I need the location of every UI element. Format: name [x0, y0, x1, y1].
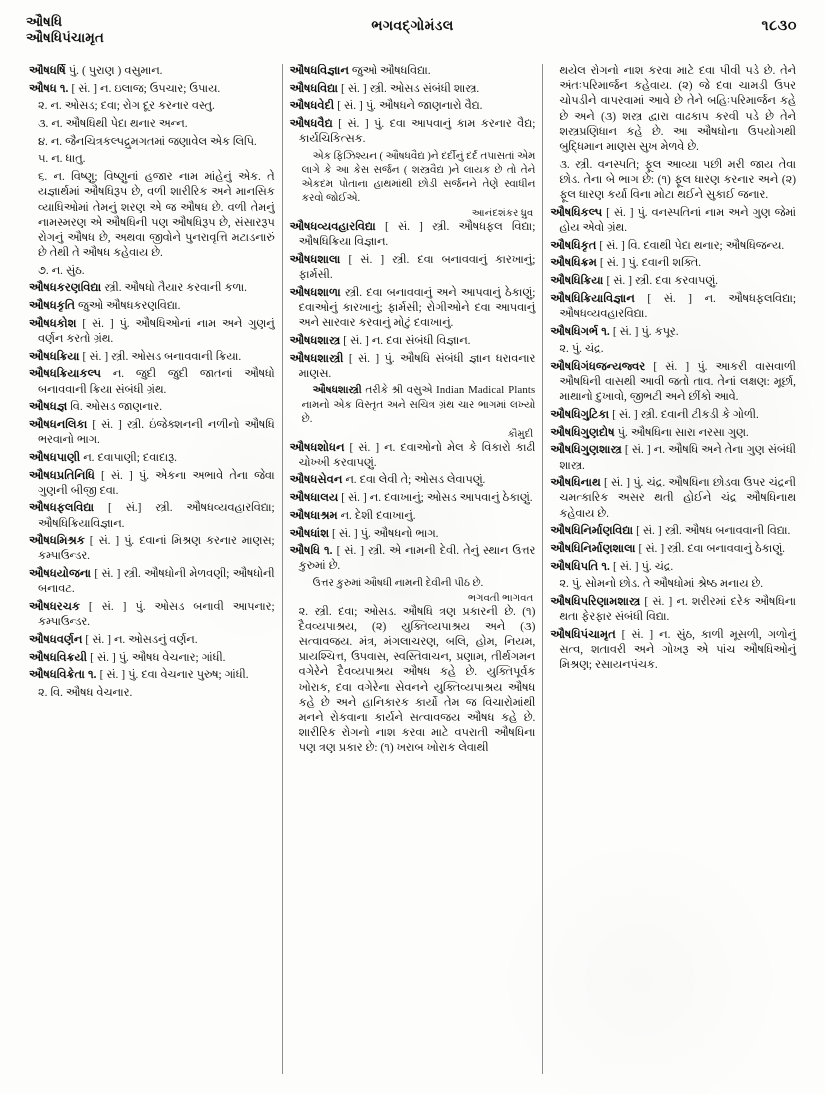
entry-definition: ૭. ન. સુંઠ.: [38, 264, 85, 277]
entry-headword: ઔષધમિશ્રક: [29, 535, 85, 548]
entry-definition: [ સં. ] પું. દવા આપવાનું કામ કરનાર વૈદ્ય; કાર્યચિકિત્સક.: [298, 118, 536, 146]
dictionary-entry: [29, 451, 275, 466]
dictionary-entry: [290, 253, 536, 283]
dictionary-entry: [290, 491, 536, 506]
entry-quotation: [290, 384, 536, 427]
entry-headword: ઔષધિ ૧.: [289, 545, 333, 558]
entry-headword: ઔષધિપંચામૃત: [550, 628, 616, 641]
entry-sense: [29, 152, 275, 167]
dictionary-entry: [550, 524, 796, 539]
entry-headword: ઔષધિગુણદોષ: [550, 426, 615, 439]
entry-definition: [ સં. ] પું. એકના અભાવે તેના જેવા ગુણની બીજી દવા.: [38, 469, 275, 497]
entry-definition: સ્ત્રી. દવા બનાવવાનું અને આપવાનું ઠેકાણું; દવાઓનું કારખાનું; ફાર્મસી; રોગીઓને દવા આપવાનું અને સારવાર કરવાનું મોટું દવાખાનું.: [298, 286, 536, 330]
entry-headword: ઔષધપાણી: [29, 451, 81, 464]
entry-definition: [ સં. ] સ્ત્રી. દવા બનાવવાનું ઠેકાણું.: [638, 542, 786, 555]
entry-definition: ૩. ન. ઔષધિથી પેદા થનાર અન્ન.: [38, 118, 188, 131]
dictionary-entry: [29, 281, 275, 296]
entry-sense: [550, 577, 796, 592]
dictionary-entry: [29, 82, 275, 97]
entry-sense: [550, 158, 796, 204]
entry-sense: [550, 64, 796, 155]
entry-definition: તરીકે શ્રી વસુએ Indian Madical Plants નામનો એક વિસ્તૃત અને સચિત્ર ગ્રંથ ચાર ભાગમાં લખ્યો છે.: [301, 385, 536, 425]
entry-definition: [ સં. ] પું. દવાની શક્તિ.: [599, 257, 702, 270]
dictionary-entry: [29, 567, 275, 597]
entry-headword: ઔષધફલવિદ્યા: [29, 502, 95, 515]
entry-headword: ઔષધરચક: [29, 601, 80, 613]
dictionary-entry: [550, 542, 796, 557]
entry-definition: [ સં. ] ન. દવાખાનું; ઓસડ આપવાનું ઠેકાણું.: [341, 492, 533, 505]
dictionary-entry: [550, 274, 796, 289]
dictionary-entry: [29, 367, 275, 397]
page-number: ૧૮૩૦: [761, 18, 797, 34]
entry-definition: ૫. ન. ધાતુ.: [38, 153, 86, 166]
entry-headword: ઔષધવ્યવહારવિદ્યા: [289, 221, 376, 233]
dictionary-entry: [550, 443, 796, 473]
entry-definition: સ્ત્રી. ઔષધો તૈયાર કરવાની કળા.: [104, 282, 247, 295]
dictionary-entry: [290, 82, 536, 97]
dictionary-entry: [550, 476, 796, 522]
dictionary-entry: [290, 509, 536, 524]
entry-headword: ઔષધિપતિ ૧.: [550, 560, 610, 573]
dictionary-entry: [29, 317, 275, 347]
entry-headword: ઔષધર્ષિ: [29, 65, 66, 77]
entry-definition: [ સં. ] ન. દવા સંબંધી વિજ્ઞાન.: [343, 334, 471, 347]
entry-headword: ઔષધવિક્રેતા ૧.: [29, 669, 97, 682]
entry-definition: ૨. પું. ચંદ્ર.: [559, 343, 604, 356]
entry-headword: ઔષધિપરિણામશાસ્ત્ર: [550, 596, 641, 608]
book-title: ભગવદ્ગોમંડલ: [371, 19, 454, 34]
entry-definition: ૨. વિ. ઔષધ વેચનાર.: [38, 686, 133, 699]
dictionary-entry: [290, 286, 536, 332]
dictionary-entry: [550, 628, 796, 674]
dictionary-entry: [29, 350, 275, 365]
entry-definition: [ સં. ] પું. વનસ્પતિનાં નામ અને ગુણ જેમાં હોય એવો ગ્રંથ.: [559, 206, 797, 234]
entry-headword: ઔષધયોજના: [29, 568, 92, 581]
entry-headword: ઔષધિક્રમ: [550, 257, 597, 270]
entry-definition: [ સં. ] ન. ઔષધિ અને તેના ગુણ સંબંધી શાસ્ત્ર.: [559, 444, 797, 472]
entry-definition: [ સં. ] પું. ઔષધ વેચનાર; ગાંધી.: [90, 651, 226, 664]
entry-sense: [29, 117, 275, 132]
column-container: [22, 64, 803, 1074]
dictionary-entry: [550, 292, 796, 322]
dictionary-entry: [550, 560, 796, 575]
source-citation: કૌમુદી: [507, 428, 534, 440]
entry-definition: [ સં. ] ન. દવાઓનો મેલ કે વિકારો કાઢી ચોખ્ખી કરવાપણું.: [298, 441, 536, 469]
entry-headword: ઔષધિગુટિકા: [550, 408, 610, 421]
entry-definition: થયેલ રોગનો નાશ કરવા માટે દવા પીવી પડે છે. તેને અંતઃપરિમાર્જન કહેવાય. (૨) જે દવા ચામડી ઉપર ચોપડીને વાપરવામાં આવે છે તેને બહિઃપરિમાર્જન કહે છે અને (૩) શસ્ત્ર દ્વારા વાઢકાપ કરવી પડે છે તેને શસ્ત્રપ્રણિધાન કહે છે. આ ઔષધોના ઉપયોગથી બુદ્ધિમાન માણસ સુખ મેળવે છે.: [559, 65, 797, 153]
entry-headword: ઔષધવર્ણન: [29, 633, 83, 646]
dictionary-entry: [290, 117, 536, 147]
entry-definition: ૪. ન. જૈનચિત્રકલ્પદ્રુમગતમાં જણાવેલ એક લિપિ.: [38, 135, 257, 148]
entry-headword: ઔષધિકલ્પ: [550, 206, 603, 219]
entry-sense: [29, 135, 275, 150]
dictionary-entry: [29, 633, 275, 648]
dictionary-entry: [29, 400, 275, 415]
entry-headword: ઔષધશાસ્ત્રી: [289, 352, 344, 365]
entry-definition: [ સં. ] પું. ઔષધિઓનાં નામ અને ગુણનું વર્ણન કરતો ગ્રંથ.: [38, 317, 275, 345]
entry-headword: ઔષધાશ્રમ: [289, 509, 338, 522]
entry-definition: [ સં. ] પું. ચંદ્ર.: [612, 560, 674, 573]
entry-definition: [ સં. ] પું. દવાનાં મિશ્રણ કરનાર માણસ; કમ્પાઉન્ડર.: [38, 535, 275, 563]
dictionary-entry: [290, 99, 536, 114]
dictionary-entry: [29, 418, 275, 448]
column-3: [542, 64, 803, 1074]
entry-sense: [29, 264, 275, 279]
entry-definition: [ સં. ] સ્ત્રી. ઓસડ સંબંધી શાસ્ત્ર.: [341, 82, 480, 95]
entry-headword: ઔષધક્રિયા: [29, 350, 80, 363]
entry-definition: ૩. સ્ત્રી. વનસ્પતિ; ફૂલ આવ્યા પછી મરી જાય તેવા છોડ. તેના બે ભાગ છે: (૧) ફૂલ ધારણ કરનાર અને (૨) ફૂલ ધારણ કર્યા વિના મોટા થઈને સુકાઈ જનાર.: [559, 158, 797, 201]
entry-headword: ઔષધવિક્રયી: [29, 651, 88, 664]
entry-headword: ઔષધશાસ્ત્રી: [312, 385, 362, 397]
entry-headword: ઔષધિગંધજન્યજ્વર: [550, 360, 646, 373]
column-2: [282, 64, 543, 1074]
entry-sense: [290, 605, 536, 757]
entry-definition: [ સં. ] પું. કપૂર.: [612, 325, 679, 338]
latin-title: Indian Madical Plants: [436, 385, 536, 397]
entry-headword: ઔષધશાળા: [289, 286, 341, 299]
dictionary-entry: [29, 534, 275, 564]
entry-quotation: [290, 577, 536, 591]
entry-headword: ઔષધજ્ઞ: [29, 401, 68, 414]
entry-sense: [29, 686, 275, 701]
dictionary-entry: [29, 299, 275, 314]
entry-definition: [ સં. ] સ્ત્રી. દવાની ટીકડી કે ગોળી.: [612, 408, 759, 421]
entry-definition: પું. ( પુરાણ ) વસુમાન.: [68, 65, 163, 77]
entry-headword: ઔષધિગુણશાસ્ત્ર: [550, 444, 622, 457]
dictionary-entry: [29, 64, 275, 79]
entry-headword: ઔષધ ૧.: [29, 82, 69, 95]
entry-headword: ઔષધવિજ્ઞાન: [289, 65, 349, 77]
dictionary-entry: [290, 220, 536, 250]
entry-definition: [ સં. ] પું. ચંદ્ર. ઔષધિના છોડવા ઉપર ચંદ્રની ચમત્કારિક અસર થતી હોઈને ચંદ્ર ઔષધિનાથ કહેવાય છે.: [559, 477, 797, 520]
entry-headword: ઔષધિનિર્માણશાલા: [550, 542, 636, 555]
dictionary-entry: [550, 256, 796, 271]
dictionary-entry: [29, 469, 275, 499]
entry-headword: ઔષધિગર્ભ ૧.: [550, 325, 610, 338]
entry-definition: પું. ઔષધિના સારા નરસા ગુણ.: [617, 426, 749, 439]
dictionary-entry: [29, 600, 275, 630]
dictionary-entry: [550, 325, 796, 340]
entry-definition: ન. દવા લેવી તે; ઓસડ લેવાપણું.: [345, 474, 486, 487]
entry-headword: ઔષધિનિર્માણવિદ્યા: [550, 525, 634, 538]
dictionary-entry: [290, 473, 536, 488]
entry-headword: ઔષધકૃતિ: [29, 300, 75, 313]
entry-headword: ઔષધવિદ્યા: [289, 82, 339, 95]
dictionary-entry: [550, 595, 796, 625]
dictionary-entry: [29, 668, 275, 683]
entry-headword: ઔષધાલય: [289, 492, 339, 505]
entry-definition: [ સં. ] સ્ત્રી. ઇંજેક્શનની નળીનો ઔષધિ ભરવાનો ભાગ.: [38, 418, 275, 447]
dictionary-entry: [290, 527, 536, 542]
dictionary-entry: [550, 408, 796, 423]
entry-definition: [ સં. ] સ્ત્રી. દવા બનાવવાનું કારખાનું; ફાર્મસી.: [298, 253, 536, 282]
entry-definition: [ સં.] સ્ત્રી. ઔષધવ્યવહારવિદ્યા; ઔષધિક્રિયાવિજ્ઞાન.: [38, 502, 275, 530]
entry-definition: ઉત્તર કુરુમાં ઔષધી નામની દેવીની પીઠ છે.: [312, 578, 484, 590]
source-citation: આનંદશંકર ધ્રુવ: [471, 208, 534, 219]
entry-definition: ન. દવાપાણી; દવાદારૂ.: [83, 451, 177, 464]
entry-headword: ઔષધિક્રિયા: [550, 274, 604, 287]
entry-definition: ૬. ન. વિષ્ણુ; વિષ્ણુનાં હજાર નામ માંહેનું એક. તે યજ્ઞાર્થમાં ઔષધિરૂપ છે, વળી શારીરિક અને માનસિક વ્યાધિઓમાં તેમનું શરણ એ જ ઔષધ છે. વળી તેમનું નામસ્મરણ એ ઔષધિની પણ ઔષધિરૂપ છે, સંસારરૂપ રોગનું ઔષધ છે, અથવા જીવોને પુનરાવૃત્તિ મટાડનારું છે તેથી તે ઔષધ કહેવાય છે.: [38, 171, 275, 260]
dictionary-entry: [290, 334, 536, 349]
entry-headword: ઔષધશાસ્ત્ર: [289, 334, 341, 347]
dictionary-entry: [290, 352, 536, 382]
entry-sense: [550, 342, 796, 357]
entry-headword: ઔષધિકૃત: [550, 239, 597, 252]
entry-definition: [ સં. ] પું. દવા વેચનાર પુરુષ; ગાંધી.: [99, 669, 249, 682]
entry-definition: [ સં. ] સ્ત્રી. ઔષધોની મેળવણી; ઔષધોની બનાવટ.: [38, 568, 275, 596]
entry-definition: [ સં. ] પું. ઔષધનો ભાગ.: [332, 527, 439, 540]
entry-headword: ઔષધાંશ: [289, 527, 330, 540]
dictionary-entry: [290, 544, 536, 574]
entry-sense: [29, 170, 275, 261]
dictionary-entry: [29, 651, 275, 666]
entry-definition: [ સં. ] પું. આકરી વાસવાળી ઔષધિની વાસથી આવી જતો તાવ. તેનાં લક્ષણ: મૂર્છા, માથાનો દુખાવો, જીભટી અને છીંકો આવે.: [559, 360, 797, 404]
entry-sense: [29, 99, 275, 114]
dictionary-entry: [290, 64, 536, 79]
entry-definition: [ સં. ] પું. ઓસડ બનાવી આપનાર; કમ્પાઉન્ડર.: [38, 601, 275, 629]
dictionary-entry: [550, 360, 796, 406]
entry-definition: [ સં. ] ન. શરીરમાં દરેક ઔષધિના થતા ફેરફાર સંબંધી વિદ્યા.: [559, 596, 797, 624]
dictionary-entry: [29, 501, 275, 531]
entry-definition: [ સં. ] સ્ત્રી. ઔષધ બનાવવાની વિદ્યા.: [636, 525, 791, 538]
entry-headword: ઔષધકરણવિદ્યા: [29, 282, 102, 295]
entry-headword: ઔષધનલિકા: [29, 418, 88, 431]
entry-definition: [ સં. ] સ્ત્રી. ઓસડ બનાવવાની ક્રિયા.: [82, 350, 242, 363]
entry-headword: ઔષધકોશ: [29, 317, 77, 330]
entry-definition: [ સં. ] સ્ત્રી. ઔષધફલ વિદ્યા; ઔષધિક્રિયા વિજ્ઞાન.: [298, 221, 536, 249]
dictionary-entry: [550, 206, 796, 236]
source-citation: ભગવતી ભાગવત: [468, 592, 534, 604]
entry-definition: વિ. ઓસડ જાણનાર.: [70, 401, 163, 414]
entry-definition: ૨. સ્ત્રી. દવા; ઓસડ. ઔષધિ ત્રણ પ્રકારની છે. (૧) દૈવવ્યપાશ્રય, (૨) યુક્તિવ્યપાશ્રય અને (૩) સત્વાવજય. મંત્ર, મંગલાચરણ, બલિ, હોમ, નિયમ, પ્રાયશ્ચિત્ત, ઉપવાસ, સ્વસ્તિવાચન, પ્રણામ, તીર્થગમન વગેરેને દૈવવ્યપાશ્રય ઔષધ કહે છે. યુક્તિપૂર્વક ખોરાક, દવા વગેરેના સેવનને યુક્તિવ્યપાશ્રય ઔષધ કહે છે અને હાનિકારક કાર્યો તેમ જ વિચારોમાંથી મનને રોકવાના કાર્યને સત્વાવજય ઔષધ કહે છે. શારીરિક રોગનો નાશ કરવા માટે વપરાતી ઔષધિના પણ ત્રણ પ્રકાર છે: (૧) ખરાબ ખોરાક લેવાથી: [298, 605, 536, 755]
running-head-left-line2: ઔષધિપંચામૃત: [26, 30, 104, 46]
entry-headword: ઔષધિક્રિયાવિજ્ઞાન: [550, 292, 635, 305]
entry-definition: [ સં. ] ન. ઇલાજ; ઉપચાર; ઉપાય.: [71, 82, 221, 95]
entry-definition: [ સં. ] સ્ત્રી. એ નામની દેવી. તેનું સ્થાન ઉત્તર કુરુમાં છે.: [298, 545, 536, 573]
entry-definition: એક ફિઝિશ્યન ( ઔષધવૈદ્ય )ને દર્દીનું દર્દ તપાસતાં એમ લાગે કે આ કેસ સર્જન ( શસ્ત્રવૈદ્ય )ને લાયક છે તો તેને એકદમ પોતાના હાથમાંથી છોડી સર્જનને તેણે સ્વાધીન કરવો જોઈએ.: [301, 150, 536, 205]
entry-definition: ૨. પું. સોમનો છોડ. તે ઔષધોમાં શ્રેષ્ઠ મનાય છે.: [559, 578, 764, 591]
entry-definition: [ સં. ] વિ. દવાથી પેદા થનાર; ઔષધિજન્ય.: [599, 239, 785, 252]
entry-quotation: [290, 150, 536, 207]
entry-definition: [ સં. ] ન. ઔષધફલવિદ્યા; ઔષધવ્યવહારવિદ્યા.: [559, 292, 797, 320]
running-head: [26, 0, 799, 64]
entry-definition: [ સં. ] સ્ત્રી. દવા કરવાપણું.: [606, 274, 719, 287]
entry-headword: ઔષધવેદી: [289, 100, 335, 113]
entry-definition: ન. દેશી દવાખાનું.: [340, 509, 416, 522]
entry-definition: જુઓ ઔષધકરણવિદ્યા.: [78, 300, 181, 313]
entry-definition: ૨. ન. ઓસડ; દવા; રોગ દૂર કરનાર વસ્તુ.: [38, 100, 215, 113]
entry-definition: [ સં. ] પું. ઔષધને જાણનારો વૈદ્ય.: [337, 100, 483, 113]
entry-headword: ઔષધશાલા: [289, 253, 341, 266]
dictionary-entry: [550, 426, 796, 441]
entry-headword: ઔષધવૈદ્ય: [289, 118, 333, 131]
dictionary-entry: [290, 441, 536, 471]
entry-headword: ઔષધપ્રતિનિધિ: [29, 469, 95, 482]
dictionary-entry: [550, 239, 796, 254]
entry-headword: ઔષધક્રિયાકલ્પ: [29, 368, 101, 381]
entry-definition: ન. જુદી જુદી જાતનાં ઔષધો બનાવવાની ક્રિયા સંબંધી ગ્રંથ.: [38, 368, 275, 396]
running-head-left-line1: ઔષધિ: [26, 14, 63, 29]
entry-headword: ઔષધશોધન: [289, 441, 345, 454]
entry-definition: [ સં. ] ન. સુંઠ, કાળી મૂસળી, ગળોનું સત્વ, શતાવરી અને ગોખરૂ એ પાંચ ઔષધિઓનું મિશ્રણ; રસાયનપંચક.: [559, 628, 797, 672]
column-1: [22, 64, 282, 1074]
entry-definition: જુઓ ઔષધવિદ્યા.: [351, 65, 431, 77]
entry-definition: [ સં. ] પું. ઔષધિ સંબંધી જ્ઞાન ધરાવનાર માણસ.: [298, 352, 536, 380]
entry-definition: [ સં. ] ન. ઓસડનું વર્ણન.: [85, 633, 198, 646]
entry-headword: ઔષધિનાથ: [550, 477, 601, 490]
entry-headword: ઔષધસેવન: [289, 474, 343, 487]
